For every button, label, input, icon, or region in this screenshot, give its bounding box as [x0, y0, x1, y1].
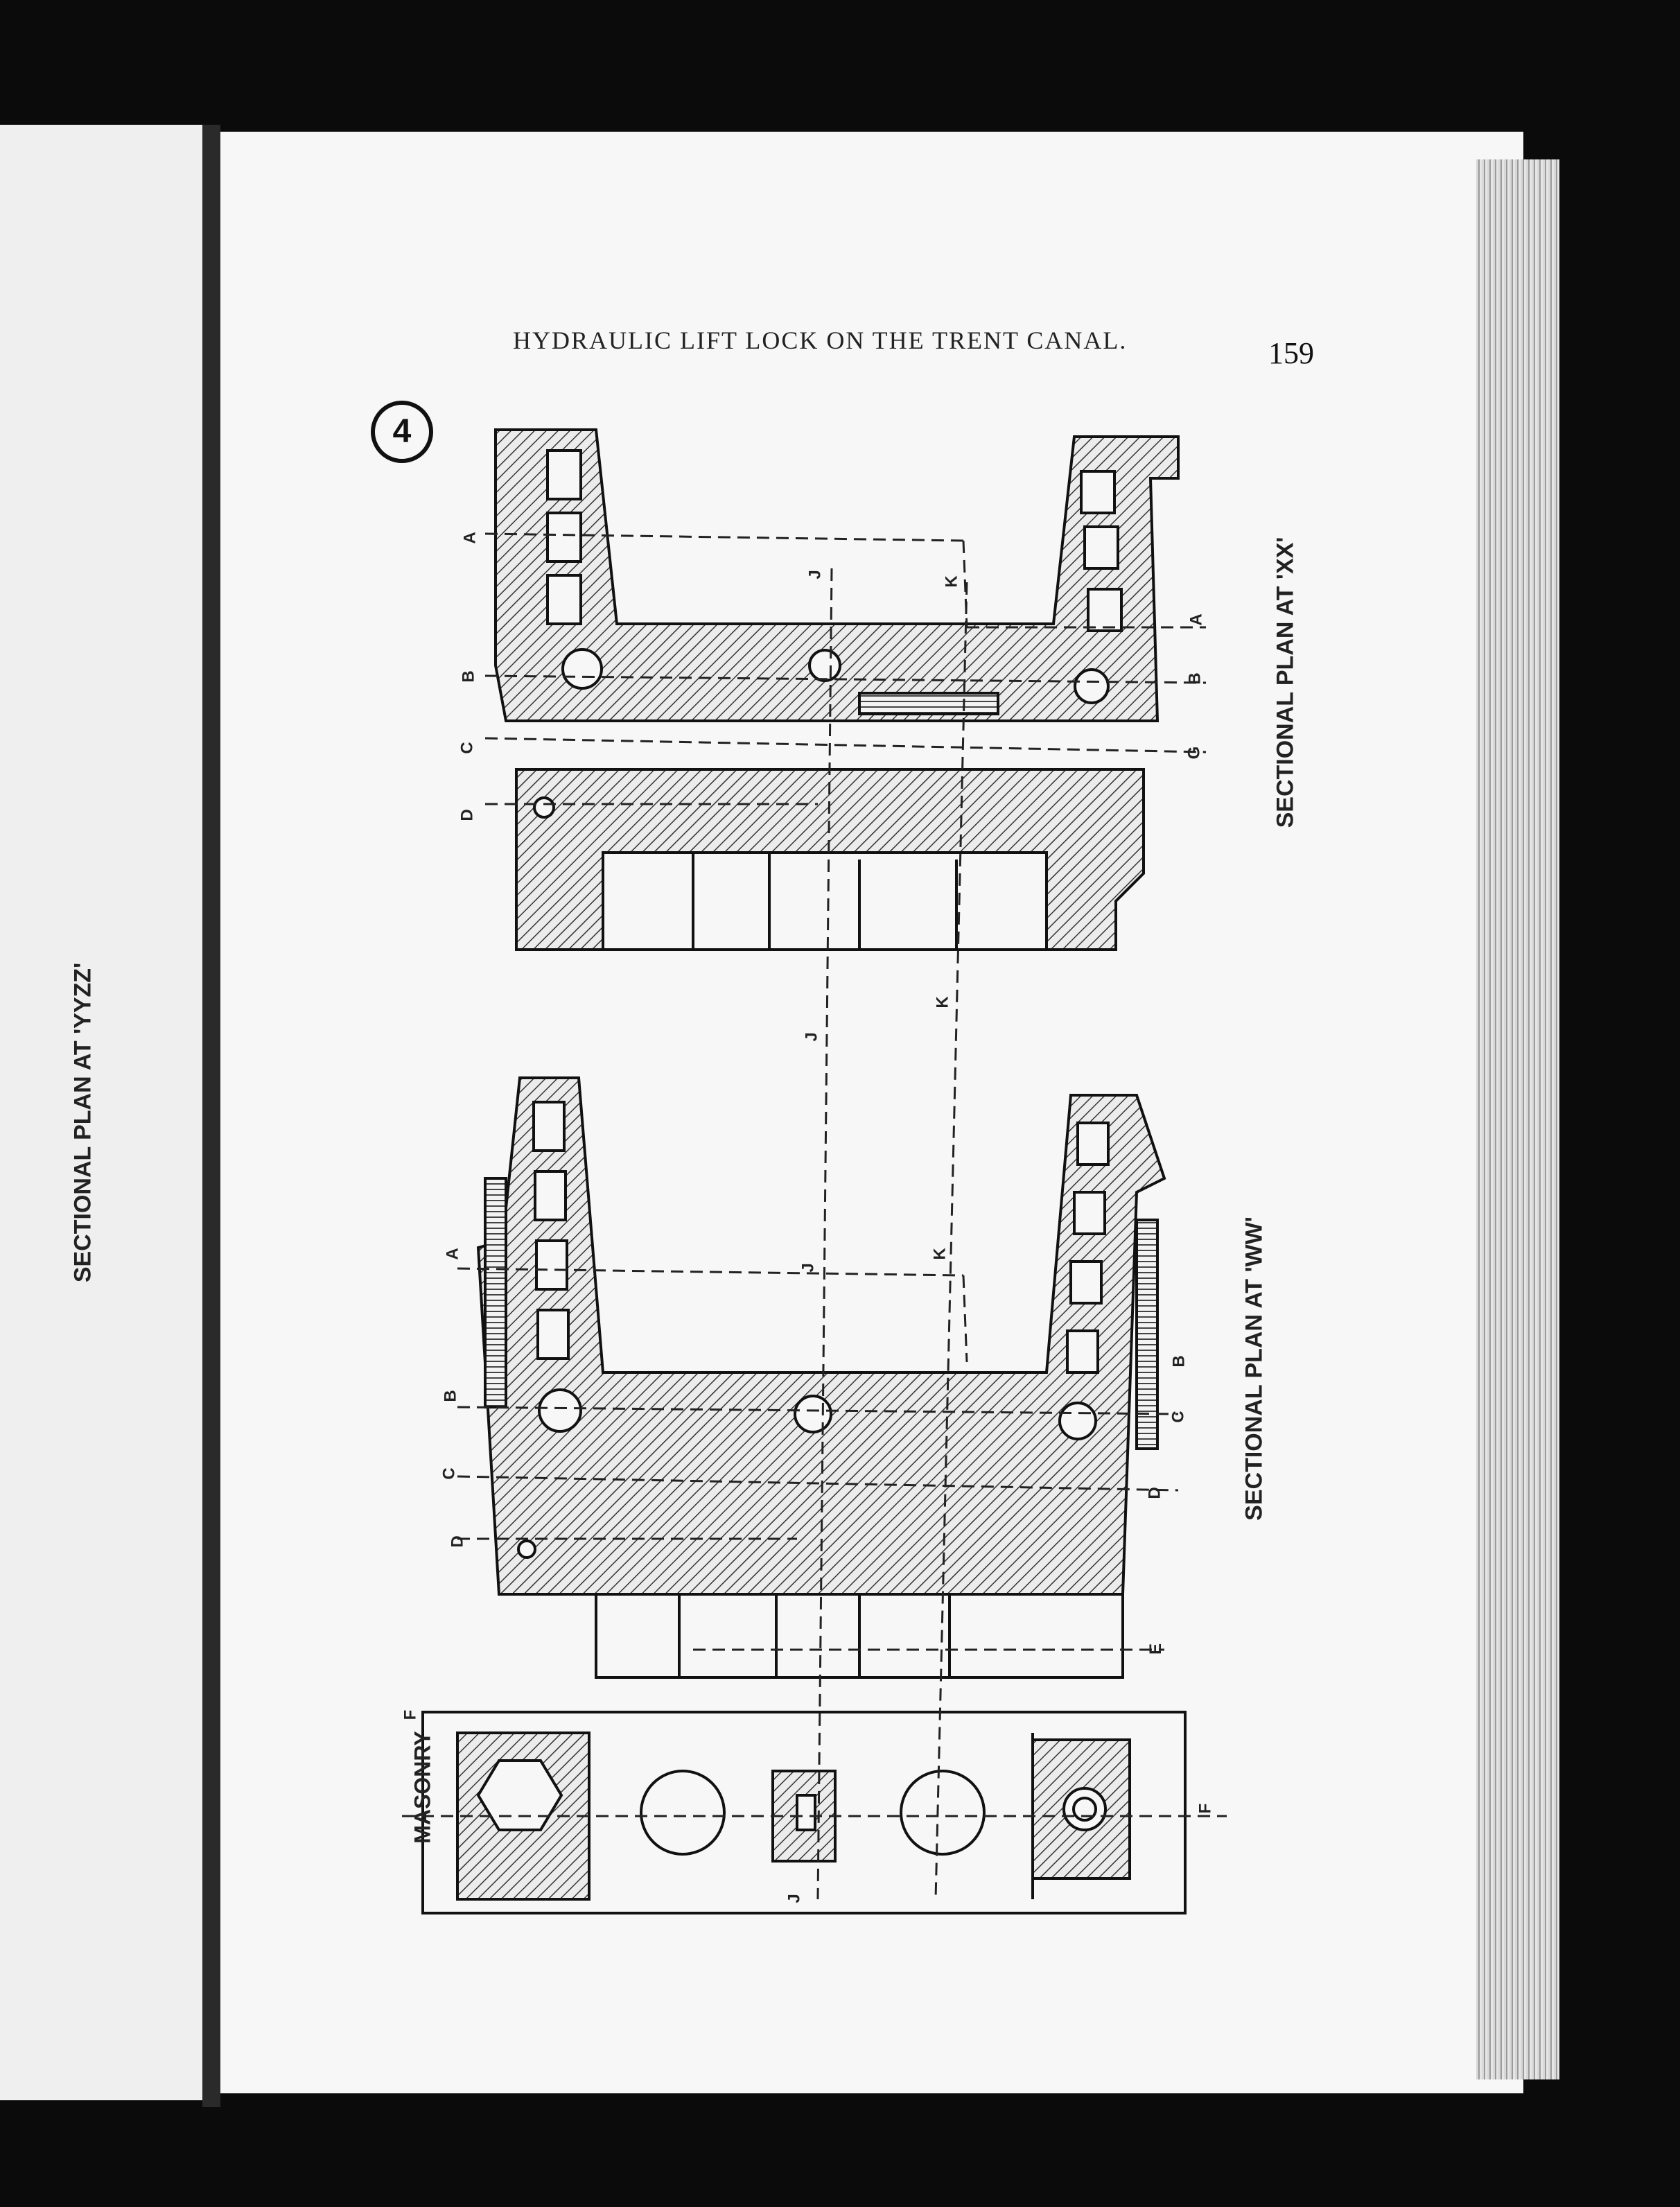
running-header: HYDRAULIC LIFT LOCK ON THE TRENT CANAL. — [513, 326, 1128, 354]
section-letter-k-mid: K — [933, 996, 952, 1009]
section-letter-f: F — [401, 1709, 420, 1720]
left-page-caption: SECTIONAL PLAN AT 'YYZZ' — [69, 962, 96, 1283]
section-letter-c-ww: C — [439, 1467, 459, 1480]
section-letter-g: G — [1184, 746, 1204, 760]
plate-number-badge: 4 — [371, 401, 433, 463]
caption-sectional-plan-xx: SECTIONAL PLAN AT 'XX' — [1272, 537, 1299, 828]
section-letter-a-right: A — [1187, 613, 1206, 626]
section-letter-c: C — [457, 742, 477, 754]
section-letter-j-mid: J — [802, 1032, 821, 1042]
section-letter-a: A — [460, 532, 480, 544]
section-letter-k: K — [942, 575, 961, 588]
section-letter-c-ww-right: C — [1169, 1411, 1188, 1423]
masonry-plan-drawing — [423, 1712, 1185, 1913]
caption-masonry: MASONRY — [410, 1731, 435, 1844]
section-letter-k-ww: K — [930, 1248, 950, 1260]
section-letter-b-ww-right: B — [1169, 1355, 1189, 1368]
section-letter-a-ww: A — [443, 1248, 462, 1260]
section-letter-d: D — [457, 809, 477, 821]
section-letter-f-right: F — [1196, 1803, 1215, 1814]
caption-sectional-plan-ww: SECTIONAL PLAN AT 'WW' — [1241, 1216, 1268, 1521]
section-letter-b: B — [459, 670, 478, 683]
section-letter-j: J — [805, 570, 825, 579]
section-xx-drawing — [496, 430, 1178, 950]
section-letter-j-ww: J — [798, 1263, 818, 1273]
section-letter-b-ww: B — [441, 1390, 460, 1402]
section-letter-b-right: B — [1185, 672, 1205, 685]
page-number: 159 — [1268, 336, 1314, 370]
section-letter-d-ww: D — [448, 1535, 467, 1548]
section-letter-e: E — [1146, 1643, 1166, 1655]
section-letter-d-ww-right: D — [1145, 1487, 1164, 1499]
section-letter-j-bottom: J — [785, 1894, 804, 1903]
